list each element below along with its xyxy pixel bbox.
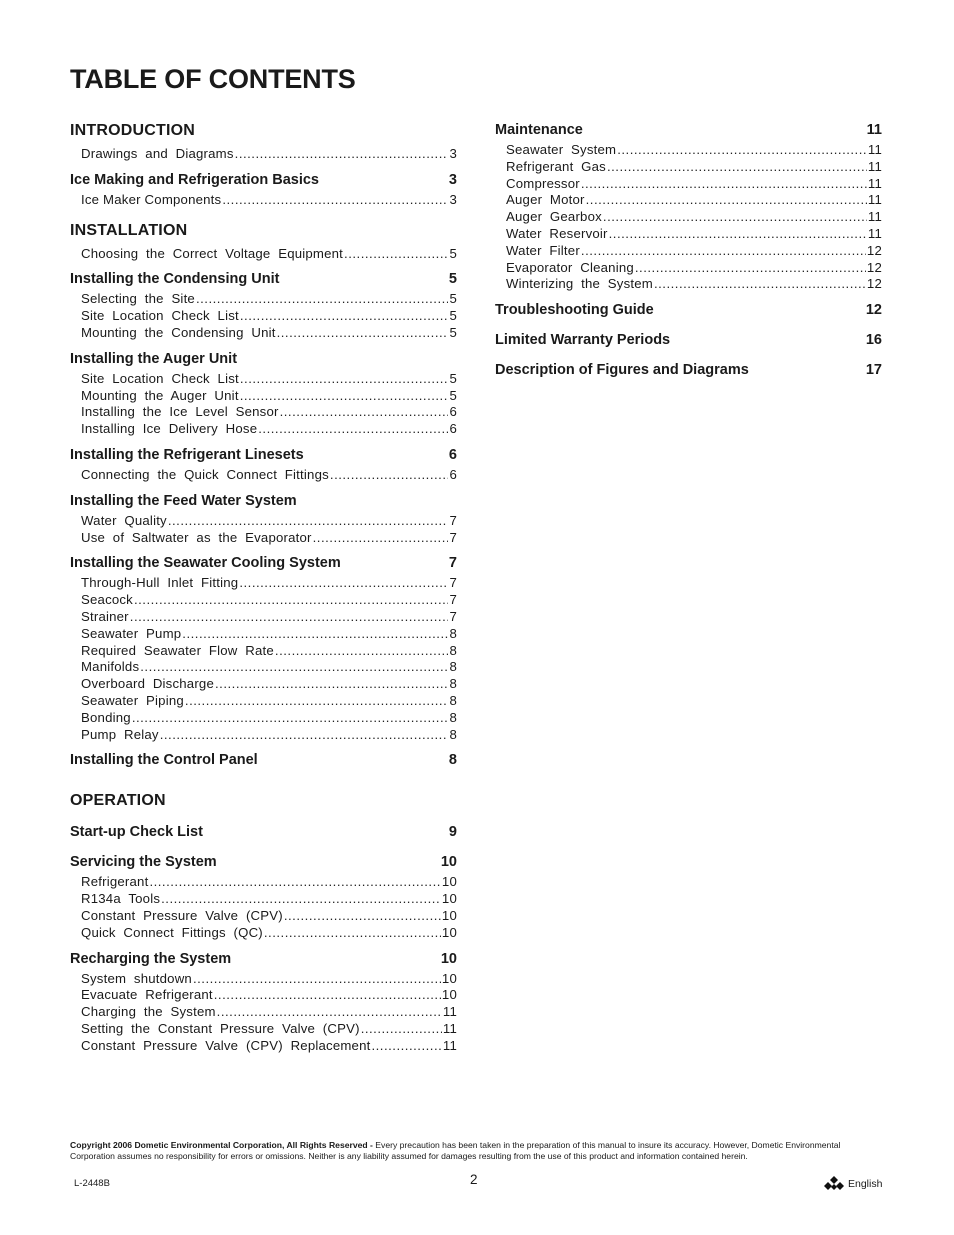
toc-entry-page: 11 [867,209,882,225]
dot-leader [215,676,448,693]
toc-entry-page: 8 [449,692,457,708]
toc-group-heading[interactable] [70,349,457,369]
toc-entry-page: 7 [449,529,457,545]
toc-group-label: Installing the Refrigerant Linesets [70,446,304,463]
toc-entry-label: Seawater Pump [81,625,182,641]
dot-leader [130,609,449,626]
toc-entry-page: 5 [449,370,457,386]
dot-leader [196,291,448,308]
toc-group-label: Description of Figures and Diagrams [495,362,749,379]
dot-leader [239,575,448,592]
dot-leader [182,626,448,643]
dot-leader [654,276,866,293]
toc-entry-page: 10 [441,970,457,986]
toc-entry-label: Quick Connect Fittings (QC) [81,924,263,940]
toc-group-label: Limited Warranty Periods [495,332,671,349]
toc-entry-label: Installing the Ice Level Sensor [81,404,279,420]
toc-entry[interactable] [81,146,457,163]
toc-entry-page: 7 [449,592,457,608]
toc-group-page: 16 [865,332,882,349]
dot-leader [214,987,441,1004]
toc-group-page: 11 [866,122,882,138]
toc-entry-page: 11 [867,142,882,157]
toc-group-label: Maintenance [495,122,583,138]
toc-entry-label: Evaporator Cleaning [506,259,634,275]
toc-entry-label: Water Reservoir [506,225,608,241]
dot-leader [185,693,449,710]
toc-entry[interactable] [81,908,457,925]
toc-group-label: Servicing the System [70,854,217,871]
toc-entry-label: Constant Pressure Valve (CPV) [81,907,283,923]
toc-group-label: Recharging the System [70,950,232,967]
toc-entry[interactable] [81,513,457,530]
toc-entry-label: Overboard Discharge [81,676,215,692]
dot-leader [222,192,448,209]
toc-entry-label: Site Location Check List [81,308,239,324]
toc-entry-label: Evacuate Refrigerant [81,987,213,1003]
toc-entry[interactable] [81,421,457,438]
toc-entry-label: Water Filter [506,242,580,258]
toc-entry-list [70,575,457,743]
dot-leader [240,388,449,405]
dot-leader [277,325,449,342]
toc-group-label: Installing the Condensing Unit [70,271,280,288]
toc-entry-list [70,192,457,209]
toc-entry[interactable] [81,592,457,609]
toc-entry-page: 5 [449,308,457,324]
toc-entry-label: Pump Relay [81,726,159,742]
toc-entry-label: Site Location Check List [81,370,239,386]
toc-entry-page: 10 [441,891,457,907]
toc-group-heading[interactable] [70,445,457,465]
dot-leader [258,421,448,438]
toc-entry-page: 3 [449,146,457,161]
toc-entry-label: Strainer [81,608,129,624]
toc-group-label: Ice Making and Refrigeration Basics [70,171,319,188]
toc-entry[interactable] [81,1004,457,1021]
toc-entry-page: 10 [441,987,457,1003]
toc-group-page: 6 [448,446,457,463]
dot-leader [240,371,449,388]
toc-entry-label: Seacock [81,592,133,608]
toc-group-heading[interactable] [495,120,882,140]
toc-entry-label: Installing Ice Delivery Hose [81,421,258,437]
dot-leader [264,925,441,942]
dot-leader [617,142,867,159]
toc-group-page: 12 [865,302,882,319]
page-number: 2 [470,1172,478,1187]
toc-entry-page: 10 [441,907,457,923]
toc-entry[interactable] [506,276,882,293]
dot-leader [134,592,448,609]
toc-entry-label: Connecting the Quick Connect Fittings [81,466,329,482]
toc-entry-list [70,513,457,547]
toc-entry-page: 12 [866,259,882,275]
toc-entry[interactable] [81,971,457,988]
dot-leader [275,643,449,660]
toc-entry-page: 8 [449,709,457,725]
toc-entry[interactable] [81,609,457,626]
dot-leader [635,260,866,277]
toc-group-page: 17 [865,362,882,379]
toc-group-heading[interactable] [70,269,457,289]
toc-entry-label: Constant Pressure Valve (CPV) Replacement [81,1037,371,1053]
dot-leader [140,659,448,676]
toc-group-page: 10 [440,854,457,871]
toc-entry[interactable] [81,891,457,908]
toc-entry-label: Bonding [81,709,131,725]
toc-group-heading[interactable] [70,750,457,770]
toc-entry-page: 10 [441,924,457,940]
toc-entry-page: 8 [449,659,457,675]
toc-entry-label: Mounting the Condensing Unit [81,324,276,340]
toc-entry-page: 12 [866,276,882,292]
toc-entry-label: R134a Tools [81,891,161,907]
toc-entry-page: 11 [867,192,882,208]
toc-entry-label: Winterizing the System [506,276,653,292]
toc-entry[interactable] [81,659,457,676]
dot-leader [603,209,867,226]
toc-entry-label: Seawater System [506,142,617,157]
toc-group-heading[interactable] [495,330,882,350]
toc-entry-list [70,371,457,438]
toc-entry-label: Setting the Constant Pressure Valve (CPV) [81,1020,360,1036]
language-text: English [848,1178,883,1190]
toc-entry-page: 3 [449,191,457,207]
toc-entry-page: 7 [449,575,457,591]
dot-leader [240,308,449,325]
toc-group-page: 5 [448,271,457,288]
toc-entry[interactable] [81,404,457,421]
toc-group-label: Start-up Check List [70,824,203,841]
section-heading: INSTALLATION [70,221,188,239]
toc-group-label: Installing the Control Panel [70,752,258,769]
toc-entry[interactable] [506,142,882,159]
toc-entry[interactable] [81,874,457,891]
toc-entry[interactable] [81,371,457,388]
toc-group-label: Troubleshooting Guide [495,302,654,319]
dot-leader [149,874,440,891]
toc-entry-page: 11 [867,175,882,191]
toc-entry-page: 10 [441,874,457,890]
toc-entry[interactable] [81,727,457,744]
toc-entry-label: Auger Gearbox [506,209,602,225]
toc-entry[interactable] [81,710,457,727]
toc-entry-label: Ice Maker Components [81,191,222,207]
toc-entry-label: Auger Motor [506,192,585,208]
toc-entry[interactable] [81,388,457,405]
dot-leader [371,1038,441,1055]
toc-group-heading[interactable] [70,949,457,969]
toc-group-heading[interactable] [70,553,457,573]
toc-group-heading[interactable] [70,852,457,872]
page-title: TABLE OF CONTENTS [70,64,356,94]
toc-entry[interactable] [81,246,457,263]
dot-leader [235,146,449,163]
toc-group-heading[interactable] [70,491,457,511]
dot-leader [609,226,867,243]
toc-entry-list [495,142,882,293]
toc-entry[interactable] [506,226,882,243]
toc-entry[interactable] [81,925,457,942]
toc-right-column [495,120,882,382]
toc-entry[interactable] [81,693,457,710]
toc-entry-label: Choosing the Correct Voltage Equipment [81,245,344,261]
toc-entry[interactable] [81,325,457,342]
toc-entry[interactable] [506,209,882,226]
dot-leader [344,246,448,263]
toc-entry[interactable] [81,987,457,1004]
dot-leader [160,727,449,744]
toc-entry-label: Required Seawater Flow Rate [81,642,274,658]
toc-entry[interactable] [506,159,882,176]
toc-entry-page: 5 [449,387,457,403]
section-heading: OPERATION [70,792,166,810]
toc-entry[interactable] [81,676,457,693]
toc-entry-list [70,246,457,263]
dot-leader [161,891,441,908]
toc-entry-label: Water Quality [81,512,167,528]
toc-group-page: 7 [448,555,457,572]
toc-entry-list [70,291,457,341]
toc-entry-list [70,874,457,941]
toc-entry-page: 8 [449,676,457,692]
toc-entry-page: 8 [449,642,457,658]
copyright-notice [70,1140,882,1162]
toc-entry[interactable] [81,530,457,547]
toc-entry-page: 11 [442,1004,457,1020]
toc-entry[interactable] [81,291,457,308]
toc-entry-label: Manifolds [81,659,140,675]
dot-leader [313,530,449,547]
toc-entry[interactable] [81,308,457,325]
toc-entry-label: System shutdown [81,970,192,986]
toc-entry[interactable] [81,192,457,209]
toc-entry-page: 5 [449,291,457,307]
toc-entry-page: 11 [867,158,882,174]
toc-entry-label: Compressor [506,175,580,191]
section-heading: INTRODUCTION [70,122,196,139]
dot-leader [361,1021,442,1038]
toc-entry-page: 8 [449,726,457,742]
copyright-bold: Copyright 2006 Dometic Environmental Corporation, All Rights Reserved - [70,1140,373,1150]
dot-leader [284,908,441,925]
toc-entry-label: Selecting the Site [81,291,195,307]
toc-entry[interactable] [81,1038,457,1055]
toc-group-label: Installing the Seawater Cooling System [70,555,341,572]
toc-entry-list [70,146,457,163]
toc-group-page: 8 [448,752,457,769]
toc-entry-list [70,971,457,1055]
language-label [824,1176,882,1192]
toc-entry-page: 7 [449,512,457,528]
toc-group-label: Installing the Feed Water System [70,492,297,509]
toc-entry[interactable] [506,243,882,260]
toc-entry-label: Refrigerant Gas [506,158,606,174]
toc-entry-label: Refrigerant [81,874,149,890]
toc-group-label: Installing the Auger Unit [70,350,238,367]
dometic-logo-icon [824,1176,844,1192]
toc-group-page: 3 [448,171,457,188]
toc-entry-page: 5 [449,324,457,340]
dot-leader [217,1004,442,1021]
dot-leader [581,176,867,193]
toc-entry-page: 11 [442,1020,457,1036]
toc-group-heading[interactable] [70,822,457,842]
toc-entry[interactable] [81,1021,457,1038]
toc-entry-label: Mounting the Auger Unit [81,387,239,403]
toc-group-heading[interactable] [495,360,882,380]
toc-entry[interactable] [506,192,882,209]
toc-left-column [70,120,457,1062]
toc-entry-page: 6 [449,404,457,420]
toc-entry-page: 7 [449,608,457,624]
toc-entry-label: Charging the System [81,1004,216,1020]
toc-entry[interactable] [81,467,457,484]
toc-group-page: 9 [448,824,457,841]
copyright-text: Every precaution has been taken in the preparation of this manual to insure its accuracy. However, Dometic Environmental Corporation assumes no responsibility for errors or omissions. Neither is any liability assumed for damages resulting from the use of this product and information contained herein. [70,1140,841,1161]
toc-entry[interactable] [506,260,882,277]
toc-entry-list [70,467,457,484]
toc-group-heading[interactable] [495,300,882,320]
dot-leader [581,243,866,260]
toc-entry-page: 8 [449,625,457,641]
toc-entry-page: 12 [866,242,882,258]
dot-leader [168,513,449,530]
toc-entry[interactable] [81,575,457,592]
dot-leader [193,971,441,988]
toc-group-page: 10 [440,950,457,967]
toc-entry[interactable] [81,643,457,660]
toc-group-heading[interactable] [70,170,457,190]
document-code: L-2448B [74,1178,110,1189]
toc-entry[interactable] [81,626,457,643]
dot-leader [132,710,449,727]
toc-entry-page: 11 [442,1037,457,1053]
toc-entry-page: 6 [449,466,457,482]
toc-entry-label: Drawings and Diagrams [81,146,234,161]
dot-leader [330,467,449,484]
dot-leader [586,192,867,209]
toc-entry[interactable] [506,176,882,193]
toc-entry-label: Seawater Piping [81,692,184,708]
dot-leader [280,404,449,421]
toc-entry-page: 6 [449,421,457,437]
toc-entry-page: 5 [449,245,457,261]
toc-entry-label: Through-Hull Inlet Fitting [81,575,239,591]
dot-leader [607,159,867,176]
toc-entry-label: Use of Saltwater as the Evaporator [81,529,312,545]
toc-entry-page: 11 [867,225,882,241]
